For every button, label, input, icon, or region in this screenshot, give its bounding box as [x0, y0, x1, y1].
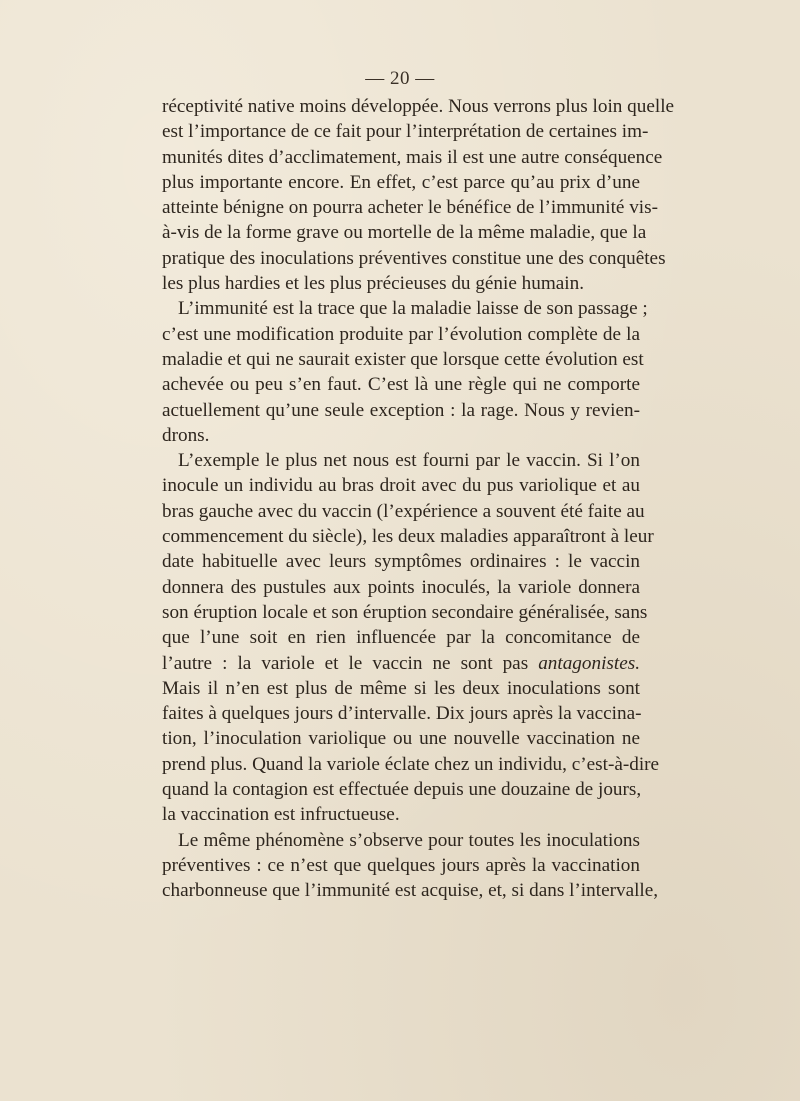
text-line: inocule un individu au bras droit avec du pus variolique et au	[162, 475, 640, 497]
text-line: c’est une modification produite par l’évolution complète de la	[162, 323, 640, 345]
text-line: son éruption locale et son éruption secondaire généralisée, sans	[162, 601, 648, 623]
text-line: les plus hardies et les plus précieuses du génie humain.	[162, 273, 585, 295]
text-line: que l’une soit en rien influencée par la concomitance de	[162, 627, 640, 649]
text-line: prend plus. Quand la variole éclate chez un individu, c’est-à-dire	[162, 753, 660, 775]
text-line: donnera des pustules aux points inoculés, la variole donnera	[162, 576, 640, 598]
text-line: maladie et qui ne saurait exister que lorsque cette évolution est	[162, 348, 644, 370]
text-line: drons.	[162, 424, 210, 446]
text-line: achevée ou peu s’en faut. C’est là une règle qui ne comporte	[162, 374, 640, 396]
text-line: atteinte bénigne on pourra acheter le bénéfice de l’immunité vis-	[162, 197, 658, 219]
page-number: — 20 —	[365, 68, 435, 89]
text-line: quand la contagion est effectuée depuis une douzaine de jours,	[162, 779, 642, 801]
text-line: à-vis de la forme grave ou mortelle de la même maladie, que la	[162, 222, 647, 244]
text-line: préventives : ce n’est que quelques jours après la vaccination	[162, 854, 640, 876]
text-line: faites à quelques jours d’intervalle. Dix jours après la vaccina-	[162, 703, 642, 725]
text-line: date habituelle avec leurs symptômes ordinaires : le vaccin	[162, 551, 640, 573]
text-line: la vaccination est infructueuse.	[162, 804, 400, 826]
paragraph-4	[162, 828, 659, 904]
text-line: pratique des inoculations préventives constitue une des conquêtes	[162, 247, 666, 269]
text-line: est l’importance de ce fait pour l’interprétation de certaines im-	[162, 121, 649, 143]
text-line: munités dites d’acclimatement, mais il est une autre conséquence	[162, 146, 663, 168]
text-line: L’exemple le plus net nous est fourni par le vaccin. Si l’on	[178, 450, 640, 472]
text-line: commencement du siècle), les deux maladies apparaîtront à leur	[162, 526, 654, 548]
text-line-with-italic	[162, 651, 640, 676]
text-line: Le même phénomène s’observe pour toutes les inoculations	[178, 829, 640, 851]
paragraph-3	[162, 448, 660, 827]
text-line: tion, l’inoculation variolique ou une nouvelle vaccination ne	[162, 728, 640, 750]
text-line: actuellement qu’une seule exception : la rage. Nous y revien-	[162, 399, 640, 421]
text-line: L’immunité est la trace que la maladie laisse de son passage ;	[178, 298, 648, 320]
text-line: Mais il n’en est plus de même si les deux inoculations sont	[162, 677, 640, 699]
text-line: charbonneuse que l’immunité est acquise, et, si dans l’intervalle,	[162, 880, 659, 902]
text-line: réceptivité native moins développée. Nous verrons plus loin quelle	[162, 96, 675, 117]
text-line: bras gauche avec du vaccin (l’expérience a souvent été faite au	[162, 500, 645, 522]
text-segment: l’autre : la variole et le vaccin ne sont pas	[162, 652, 539, 674]
paragraph-1	[162, 94, 675, 296]
text-line: plus importante encore. En effet, c’est parce qu’au prix d’une	[162, 171, 640, 193]
paragraph-2	[162, 296, 648, 448]
body-text	[162, 94, 675, 904]
italic-word: antagonistes.	[538, 652, 640, 674]
